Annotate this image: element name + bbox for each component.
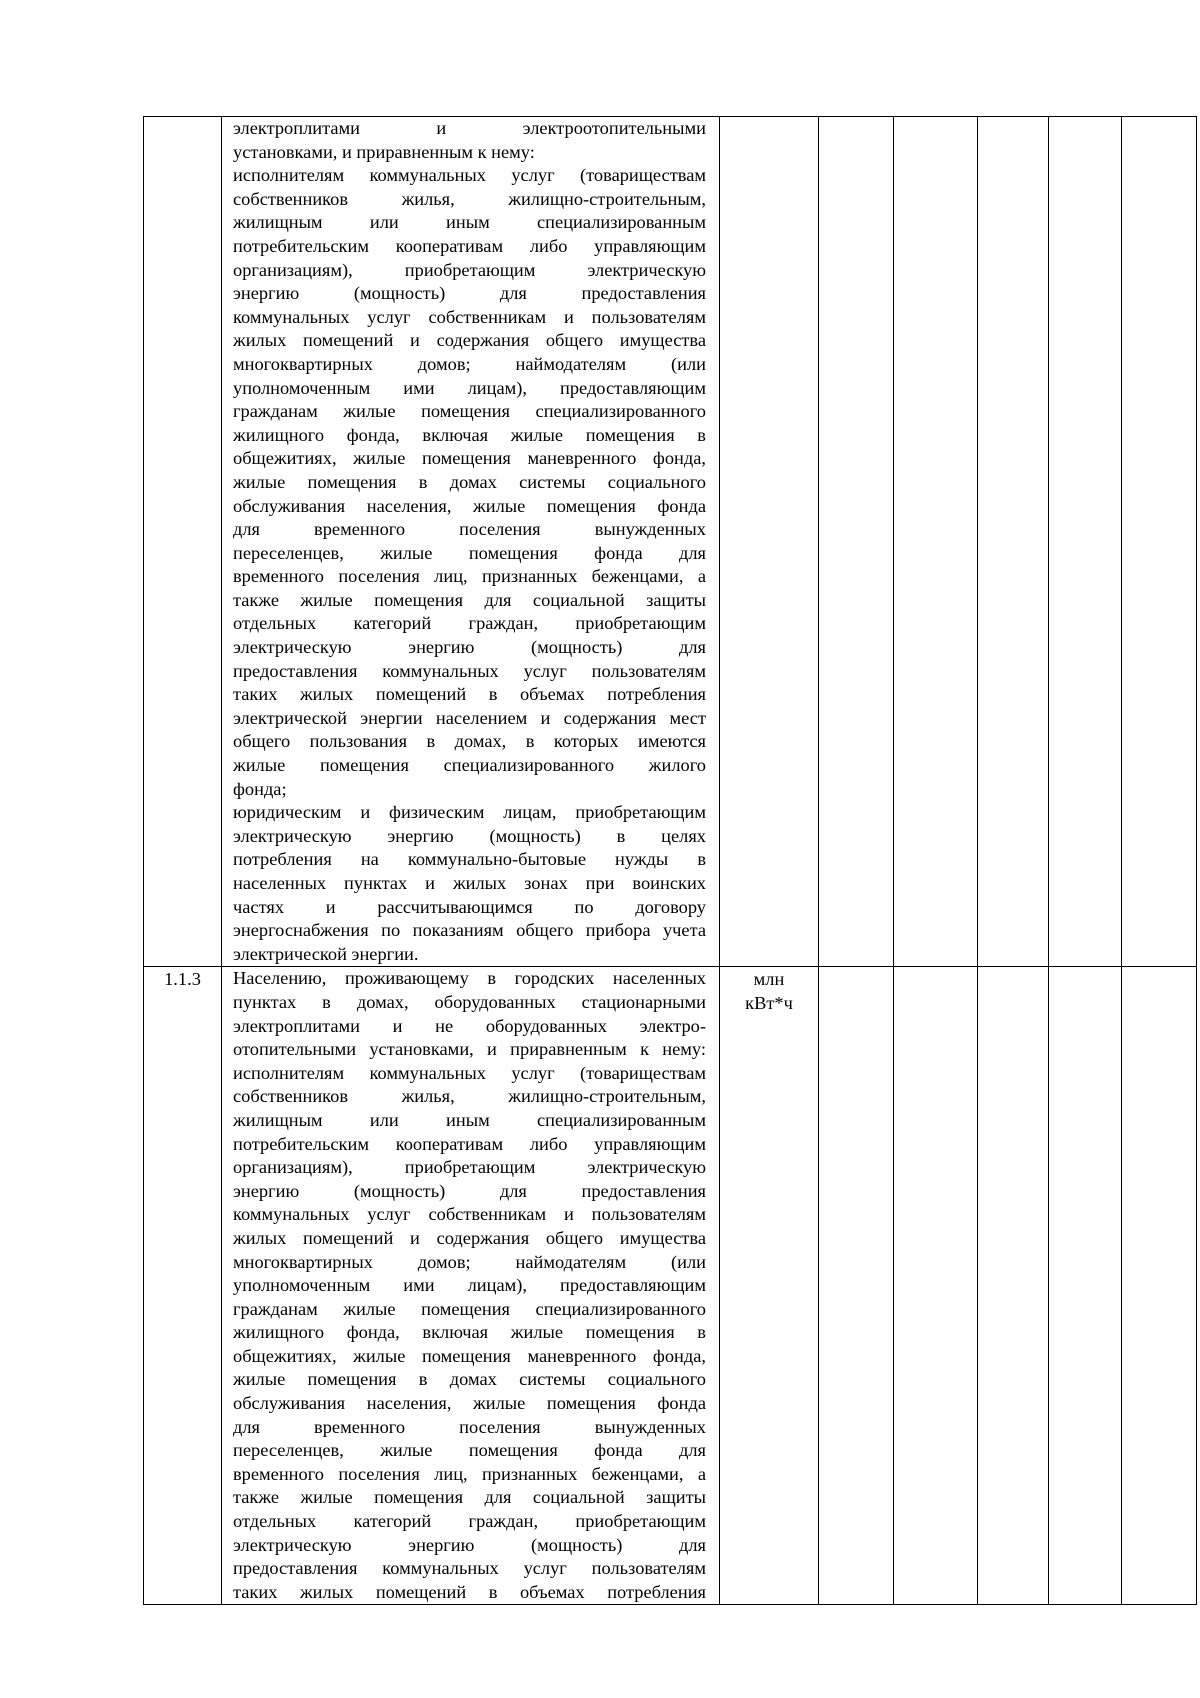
row-description-cell [222,117,720,967]
table-row-continuation [144,117,1197,967]
text-line: отопительными установками, и приравненным к нему: [233,1039,706,1060]
text-line: для временного поселения вынужденных [233,1416,706,1437]
text-line: юридическим и физическим лицам, приобретающим [233,802,706,823]
text-line: населенных пунктах и жилых зонах при воинских [233,873,706,893]
value-cell [1122,117,1197,967]
text-line: гражданам жилые помещения специализированного [233,401,706,422]
unit-line: кВт*ч [745,992,793,1013]
text-line: электрической энергии населением и содержания мест [233,707,706,728]
text-line: исполнителям коммунальных услуг (товариществам [233,165,706,186]
text-line: уполномоченным ими лицам), предоставляющим [233,1275,706,1296]
text-line: жилищным или иным специализированным [233,1109,706,1130]
text-line: электрической энергии. [233,943,419,964]
unit-cell [720,117,819,967]
text-line: жилые помещения в домах системы социального [233,1369,706,1390]
value-cell [819,967,894,1605]
text-line: временного поселения лиц, признанных беженцами, а [233,566,706,587]
text-line: таких жилых помещений в объемах потребления [233,1581,706,1602]
text-line: энергию (мощность) для предоставления [233,283,706,304]
text-line: жилые помещения в домах системы социального [233,471,706,492]
text-line: энергоснабжения по показаниям общего прибора учета [233,920,706,941]
text-line: переселенцев, жилые помещения фонда для [233,1440,706,1461]
text-line: Населению, проживающему в городских населенных [233,968,706,989]
text-line: таких жилых помещений в объемах потребления [233,684,706,705]
text-line: электрическую энергию (мощность) в целях [233,825,706,846]
text-line: потребительским кооперативам либо управляющим [233,1133,706,1154]
text-line: коммунальных услуг собственникам и пользователям [233,1204,706,1225]
text-line: жилищного фонда, включая жилые помещения в [233,424,706,445]
unit-cell [720,967,819,1605]
text-line: частях и рассчитывающимся по договору [233,896,706,917]
value-cell [978,117,1049,967]
value-cell [1049,117,1122,967]
text-line: общего пользования в домах, в которых имеются [233,731,706,752]
text-line: пунктах в домах, оборудованных стационарными [233,991,706,1012]
row-description-text [233,117,706,966]
value-cell [894,117,978,967]
text-line: жилые помещения специализированного жилого [233,755,706,776]
text-line: потребления на коммунально-бытовые нужды в [233,849,706,870]
value-cell [819,117,894,967]
text-line: жилых помещений и содержания общего имущества [233,1227,706,1248]
row-description-cell [222,967,720,1605]
text-line: фонда; [233,778,287,799]
table-row-1-1-3 [144,967,1197,1605]
text-line: организациям), приобретающим электрическую [233,1157,706,1178]
text-line: временного поселения лиц, признанных беженцами, а [233,1463,706,1484]
text-line: отдельных категорий граждан, приобретающим [233,613,706,634]
text-line: жилищным или иным специализированным [233,212,706,233]
value-cell [1122,967,1197,1605]
text-line: обслуживания населения, жилые помещения фонда [233,1393,706,1414]
text-line: жилищного фонда, включая жилые помещения в [233,1322,706,1343]
text-line: переселенцев, жилые помещения фонда для [233,542,706,563]
text-line: уполномоченным ими лицам), предоставляющим [233,377,706,398]
text-line: электрическую энергию (мощность) для [233,637,706,658]
tariff-volume-table [143,116,1197,1605]
text-line: отдельных категорий граждан, приобретающим [233,1511,706,1532]
row-number-cell: 1.1.3 [144,967,222,1605]
text-line: собственников жилья, жилищно-строительным, [233,1086,706,1107]
text-line: общежитиях, жилые помещения маневренного фонда, [233,448,706,469]
text-line: общежитиях, жилые помещения маневренного фонда, [233,1345,706,1366]
text-line: предоставления коммунальных услуг пользователям [233,660,706,681]
text-line: также жилые помещения для социальной защиты [233,589,706,610]
text-line: многоквартирных домов; наймодателям (или [233,1251,706,1272]
text-line: электроплитами и электроотопительными [233,118,706,138]
text-line: электроплитами и не оборудованных электро- [233,1015,706,1036]
row-description-text [233,967,706,1604]
text-line: электрическую энергию (мощность) для [233,1534,706,1555]
text-line: энергию (мощность) для предоставления [233,1180,706,1201]
text-line: организациям), приобретающим электрическую [233,259,706,280]
value-cell [1049,967,1122,1605]
text-line: коммунальных услуг собственникам и пользователям [233,306,706,327]
text-line: для временного поселения вынужденных [233,519,706,540]
text-line: установками, и приравненным к нему: [233,141,535,162]
unit-line: млн [753,969,785,990]
text-line: обслуживания населения, жилые помещения фонда [233,495,706,516]
text-line: также жилые помещения для социальной защиты [233,1487,706,1508]
row-number-cell [144,117,222,967]
text-line: многоквартирных домов; наймодателям (или [233,353,706,374]
value-cell [894,967,978,1605]
text-line: исполнителям коммунальных услуг (товариществам [233,1062,706,1083]
text-line: собственников жилья, жилищно-строительным, [233,188,706,209]
text-line: гражданам жилые помещения специализированного [233,1298,706,1319]
text-line: потребительским кооперативам либо управляющим [233,235,706,256]
text-line: жилых помещений и содержания общего имущества [233,330,706,351]
text-line: предоставления коммунальных услуг пользователям [233,1558,706,1579]
value-cell [978,967,1049,1605]
